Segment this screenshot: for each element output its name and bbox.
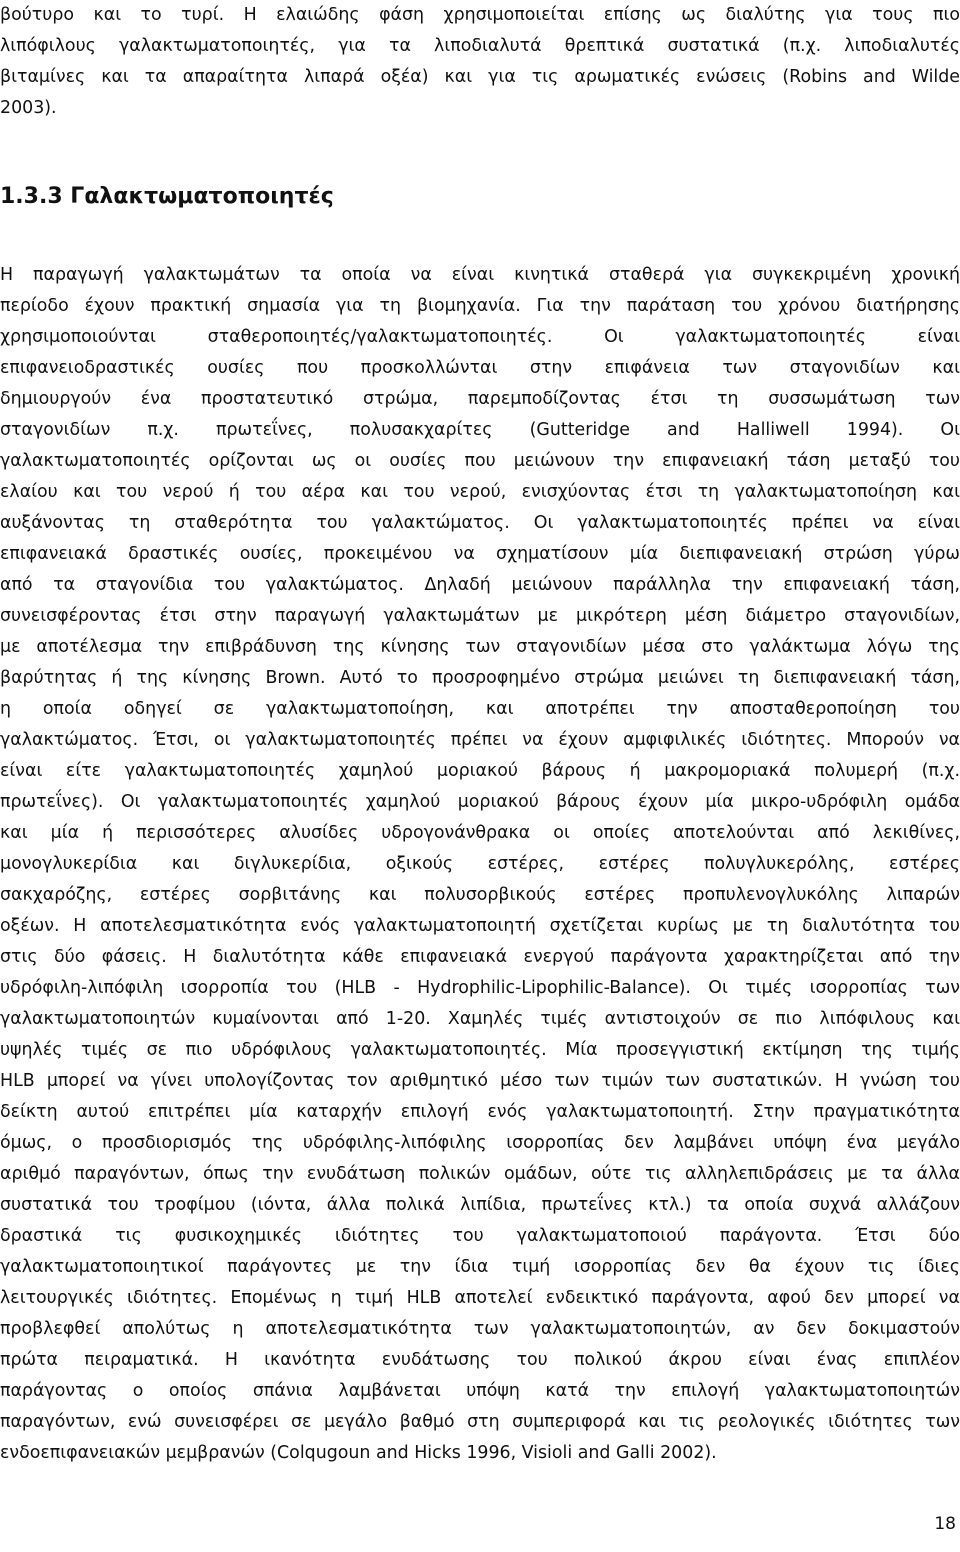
text-line: επιφανειοδραστικές ουσίες που προσκολλώνται στην επιφάνεια των σταγονιδίων και	[0, 358, 960, 378]
text-line: η οποία οδηγεί σε γαλακτωματοποίηση, και αποτρέπει την αποσταθεροποίηση του	[0, 699, 960, 719]
text-line: οξέων. Η αποτελεσματικότητα ενός γαλακτωματοποιητή σχετίζεται κυρίως με τη διαλυτότητα του	[0, 916, 960, 936]
text-line: ελαίου και του νερού ή του αέρα και του νερού, ενισχύοντας έτσι τη γαλακτωματοποίηση και	[0, 482, 960, 502]
text-line: Η παραγωγή γαλακτωμάτων τα οποία να είναι κινητικά σταθερά για συγκεκριμένη χρονική	[0, 265, 960, 285]
text-line: δείκτη αυτού επιτρέπει μία καταρχήν επιλογή ενός γαλακτωματοποιητή. Στην πραγματικότητα	[0, 1102, 960, 1122]
text-line: λειτουργικές ιδιότητες. Επομένως η τιμή HLB αποτελεί ενδεικτικό παράγοντα, αφού δεν μπορεί να	[0, 1288, 960, 1308]
text-line: πρώτα πειραματικά. Η ικανότητα ενυδάτωσης του πολικού άκρου είναι ένας επιπλέον	[0, 1350, 960, 1370]
text-line: βιταμίνες και τα απαραίτητα λιπαρά οξέα) και για τις αρωματικές ενώσεις (Robins and Wilde	[0, 67, 960, 87]
text-line: συστατικά του τροφίμου (ιόντα, άλλα πολικά λιπίδια, πρωτεΐνες κτλ.) τα οποία συχνά αλλάζουν	[0, 1195, 960, 1215]
text-line: προβλεφθεί απολύτως η αποτελεσματικότητα των γαλακτωματοποιητών, αν δεν δοκιμαστούν	[0, 1319, 960, 1339]
text-line: από τα σταγονίδια του γαλακτώματος. Δηλαδή μειώνουν παράλληλα την επιφανειακή τάση,	[0, 575, 960, 595]
text-line: γαλακτωματοποιητικοί παράγοντες με την ίδια τιμή ισορροπίας δεν θα έχουν τις ίδιες	[0, 1257, 960, 1277]
text-line: γαλακτωματοποιητές ορίζονται ως οι ουσίες που μειώνουν την επιφανειακή τάση μεταξύ του	[0, 451, 960, 471]
text-line: πρωτεΐνες). Οι γαλακτωματοποιητές χαμηλού μοριακού βάρους έχουν μία μικρο-υδρόφιλη ομάδα	[0, 792, 960, 812]
text-line: και μία ή περισσότερες αλυσίδες υδρογονάνθρακα οι οποίες αποτελούνται από λεκιθίνες,	[0, 823, 960, 843]
text-line: παραγόντων, ενώ συνεισφέρει σε μεγάλο βαθμό στη συμπεριφορά και τις ρεολογικές ιδιότητες των	[0, 1412, 960, 1432]
text-line: στις δύο φάσεις. Η διαλυτότητα κάθε επιφανειακά ενεργού παράγοντα χαρακτηρίζεται από την	[0, 947, 960, 967]
text-line: παράγοντας ο οποίος σπάνια λαμβάνεται υπόψη κατά την επιλογή γαλακτωματοποιητών	[0, 1381, 960, 1401]
text-line: 2003).	[0, 98, 57, 118]
text-line: δημιουργούν ένα προστατευτικό στρώμα, παρεμποδίζοντας έτσι τη συσσωμάτωση των	[0, 389, 960, 409]
text-line: γαλακτωματοποιητών κυμαίνονται από 1-20. Χαμηλές τιμές αντιστοιχούν σε πιο λιπόφιλους και	[0, 1009, 960, 1029]
text-line: συνεισφέροντας έτσι στην παραγωγή γαλακτωμάτων με μικρότερη μέση διάμετρο σταγονιδίων,	[0, 606, 960, 626]
text-line: γαλακτώματος. Έτσι, οι γαλακτωματοποιητές πρέπει να έχουν αμφιφιλικές ιδιότητες. Μπορούν να	[0, 730, 960, 750]
text-line: αριθμό παραγόντων, όπως την ενυδάτωση πολικών ομάδων, ούτε τις αλληλεπιδράσεις με τα άλλα	[0, 1164, 960, 1184]
text-line: λιπόφιλους γαλακτωματοποιητές, για τα λιποδιαλυτά θρεπτικά συστατικά (π.χ. λιποδιαλυτές	[0, 36, 960, 56]
text-line: βαρύτητας ή της κίνησης Brown. Αυτό το προσροφημένο στρώμα μειώνει τη διεπιφανειακή τάση,	[0, 668, 960, 688]
text-line: σακχαρόζης, εστέρες σορβιτάνης και πολυσορβικούς εστέρες προπυλενογλυκόλης λιπαρών	[0, 885, 960, 905]
text-line: σταγονιδίων π.χ. πρωτεΐνες, πολυσακχαρίτες (Gutteridge and Halliwell 1994). Οι	[0, 420, 960, 440]
text-line: όμως, ο προσδιορισμός της υδρόφιλης-λιπόφιλης ισορροπίας δεν λαμβάνει υπόψη ένα μεγάλο	[0, 1133, 960, 1153]
text-line: επιφανειακά δραστικές ουσίες, προκειμένου να σχηματίσουν μία διεπιφανειακή στρώση γύρω	[0, 544, 960, 564]
text-line: δραστικά τις φυσικοχημικές ιδιότητες του γαλακτωματοποιού παράγοντα. Έτσι δύο	[0, 1226, 960, 1246]
page-number: 18	[934, 1514, 956, 1534]
text-line: χρησιμοποιούνται σταθεροποιητές/γαλακτωματοποιητές. Οι γαλακτωματοποιητές είναι	[0, 327, 960, 347]
text-line: HLB μπορεί να γίνει υπολογίζοντας τον αριθμητικό μέσο των τιμών των συστατικών. Η γνώση του	[0, 1071, 960, 1091]
text-line: με αποτέλεσμα την επιβράδυνση της κίνησης των σταγονιδίων μέσα στο γαλάκτωμα λόγω της	[0, 637, 960, 657]
text-line: υψηλές τιμές σε πιο υδρόφιλους γαλακτωματοποιητές. Μία προσεγγιστική εκτίμηση της τιμής	[0, 1040, 960, 1060]
text-line: είναι είτε γαλακτωματοποιητές χαμηλού μοριακού βάρους ή μακρομοριακά πολυμερή (π.χ.	[0, 761, 960, 781]
text-line: μονογλυκερίδια και διγλυκερίδια, οξικούς εστέρες, εστέρες πολυγλυκερόλης, εστέρες	[0, 854, 960, 874]
text-line: βούτυρο και το τυρί. Η ελαιώδης φάση χρησιμοποιείται επίσης ως διαλύτης για τους πιο	[0, 5, 960, 25]
text-line: ενδοεπιφανειακών μεμβρανών (Colqugoun and Hicks 1996, Visioli and Galli 2002).	[0, 1443, 717, 1463]
text-line: υδρόφιλη-λιπόφιλη ισορροπία του (HLB - Hydrophilic-Lipophilic-Balance). Οι τιμές ισορροπίας των	[0, 978, 960, 998]
section-heading: 1.3.3 Γαλακτωματοποιητές	[0, 184, 334, 209]
text-line: αυξάνοντας τη σταθερότητα του γαλακτώματος. Οι γαλακτωματοποιητές πρέπει να είναι	[0, 513, 960, 533]
text-line: περίοδο έχουν πρακτική σημασία για τη βιομηχανία. Για την παράταση του χρόνου διατήρησης	[0, 296, 960, 316]
